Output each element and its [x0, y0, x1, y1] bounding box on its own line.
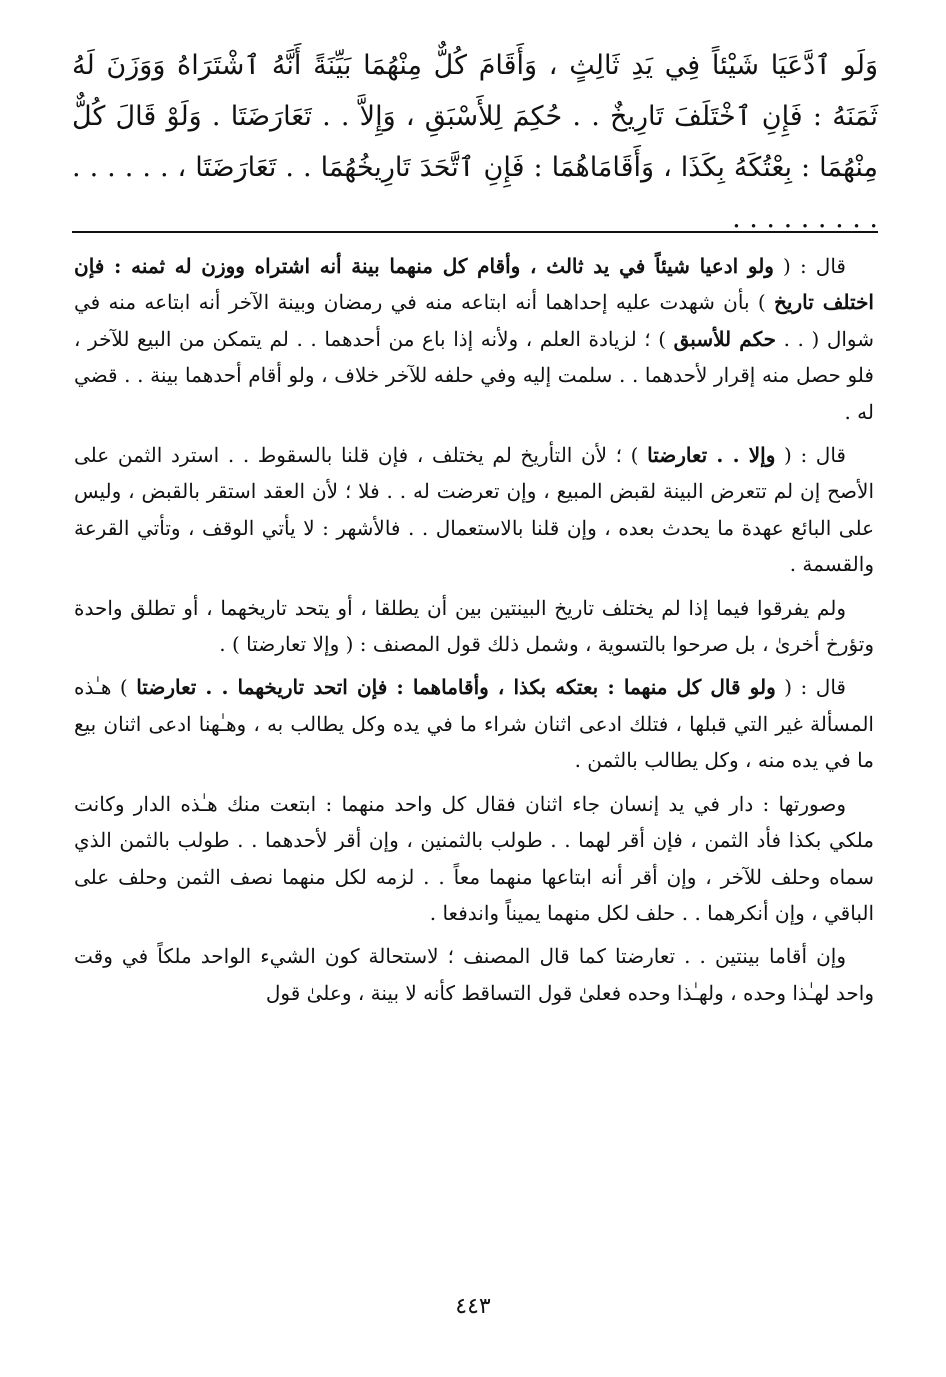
commentary: [74, 248, 874, 1018]
commentary-paragraph-4: [74, 669, 874, 778]
quoted-main-text: وإلا . . تعارضتا: [647, 443, 776, 468]
commentary-paragraph-6: وإن أقاما بينتين . . تعارضتا كما قال المصنف ؛ لاستحالة كون الشيء الواحد ملكاً في وقت واحد لهـٰذا وحده ، ولهـٰذا وحده فعلىٰ قول التساقط كأنه لا بينة ، وعلىٰ قول: [74, 944, 874, 1005]
quoted-main-text: حكم للأسبق: [673, 326, 777, 351]
commentary-text: ) ؛ لزيادة العلم ، ولأنه إذا باع من أحدهما . . لم يتمكن من البيع للآخر ، فلو حصل منه إقرار لأحدهما . . سلمت إليه وفي حلفه للآخر خلاف ، ولو أقام أحدهما بينة . . قضي له .: [74, 326, 874, 424]
commentary-paragraph-1: [74, 248, 874, 430]
main-text: [72, 40, 878, 244]
quote-intro: قال : (: [775, 675, 846, 700]
quote-intro: قال : (: [775, 443, 846, 468]
commentary-paragraph-2: [74, 437, 874, 583]
quoted-main-text: ولو ادعيا شيئاً في يد ثالث ، وأقام كل منهما بينة أنه اشتراه ووزن له ثمنه : فإن اختلف تاريخ: [74, 254, 874, 315]
commentary-text: ) بأن شهدت عليه إحداهما أنه ابتاعه منه في رمضان وبينة الآخر أنه ابتاعه منه في شوال ( . .: [74, 290, 875, 351]
quoted-main-text: ولو قال كل منهما : بعتكه بكذا ، وأقاماهما : فإن اتحد تاريخهما . . تعارضتا: [136, 675, 776, 700]
commentary-paragraph-3: ولم يفرقوا فيما إذا لم يختلف تاريخ البينتين بين أن يطلقا ، أو يتحد تاريخهما ، أو تطلق واحدة وتؤرخ أخرىٰ ، بل صرحوا بالتسوية ، وشمل ذلك قول المصنف : ( وإلا تعارضتا ) .: [74, 595, 874, 657]
quote-intro: قال : (: [773, 254, 846, 278]
page-number: ٤٤٣: [455, 1294, 491, 1319]
separator-line: [72, 231, 878, 233]
main-text-paragraph: وَلَو ٱدَّعَيَا شَيْئاً فِي يَدِ ثَالِثٍ ، وَأَقَامَ كُلٌّ مِنْهُمَا بَيِّنَةً أَنَّهُ ٱشْتَرَاهُ وَوَزَنَ لَهُ ثَمَنَهُ : فَإِنِ ٱخْتَلَفَ تَارِيخٌ . . حُكِمَ لِلأَسْبَقِ ، وَإِلاَّ . . تَعَارَضَتَا . وَلَوْ قَالَ كُلٌّ مِنْهُمَا : بِعْتُكَهُ بِكَذَا ، وَأَقَامَاهُمَا : فَإِنِ ٱتَّحَدَ تَارِيخُهُمَا . . تَعَارَضَتَا ، . . . . . . . . . . . . . . .: [72, 50, 878, 234]
commentary-text: ) هـٰذه المسألة غير التي قبلها ، فتلك ادعى اثنان شراء ما في يده وكل يطالب به ، وهـٰهنا ادعى اثنان بيع ما في يده منه ، وكل يطالب بالثمن .: [74, 675, 874, 773]
commentary-text: ) ؛ لأن التأريخ لم يختلف ، فإن قلنا بالسقوط . . استرد الثمن على الأصح إن لم تتعرض البينة لقبض المبيع ، وإن تعرضت له . . فلا ؛ لأن العقد استقر بالقبض ، وليس على البائع عهدة ما يحدث بعده ، وإن قلنا بالاستعمال . . فالأشهر : لا يأتي الوقف ، وتأتي القرعة والقسمة .: [74, 443, 874, 577]
commentary-paragraph-5: وصورتها : دار في يد إنسان جاء اثنان فقال كل واحد منهما : ابتعت منك هـٰذه الدار وكانت ملكي بكذا فأد الثمن ، فإن أقر لهما . . طولب بالثمنين ، وإن أقر لأحدهما . . طولب بالثمن الذي سماه وحلف للآخر ، وإن أقر أنه ابتاعها منهما معاً . . لزمه لكل منهما نصف الثمن وحلف على الباقي ، وإن أنكرهما . . حلف لكل منهما يميناً واندفعا .: [74, 791, 874, 925]
